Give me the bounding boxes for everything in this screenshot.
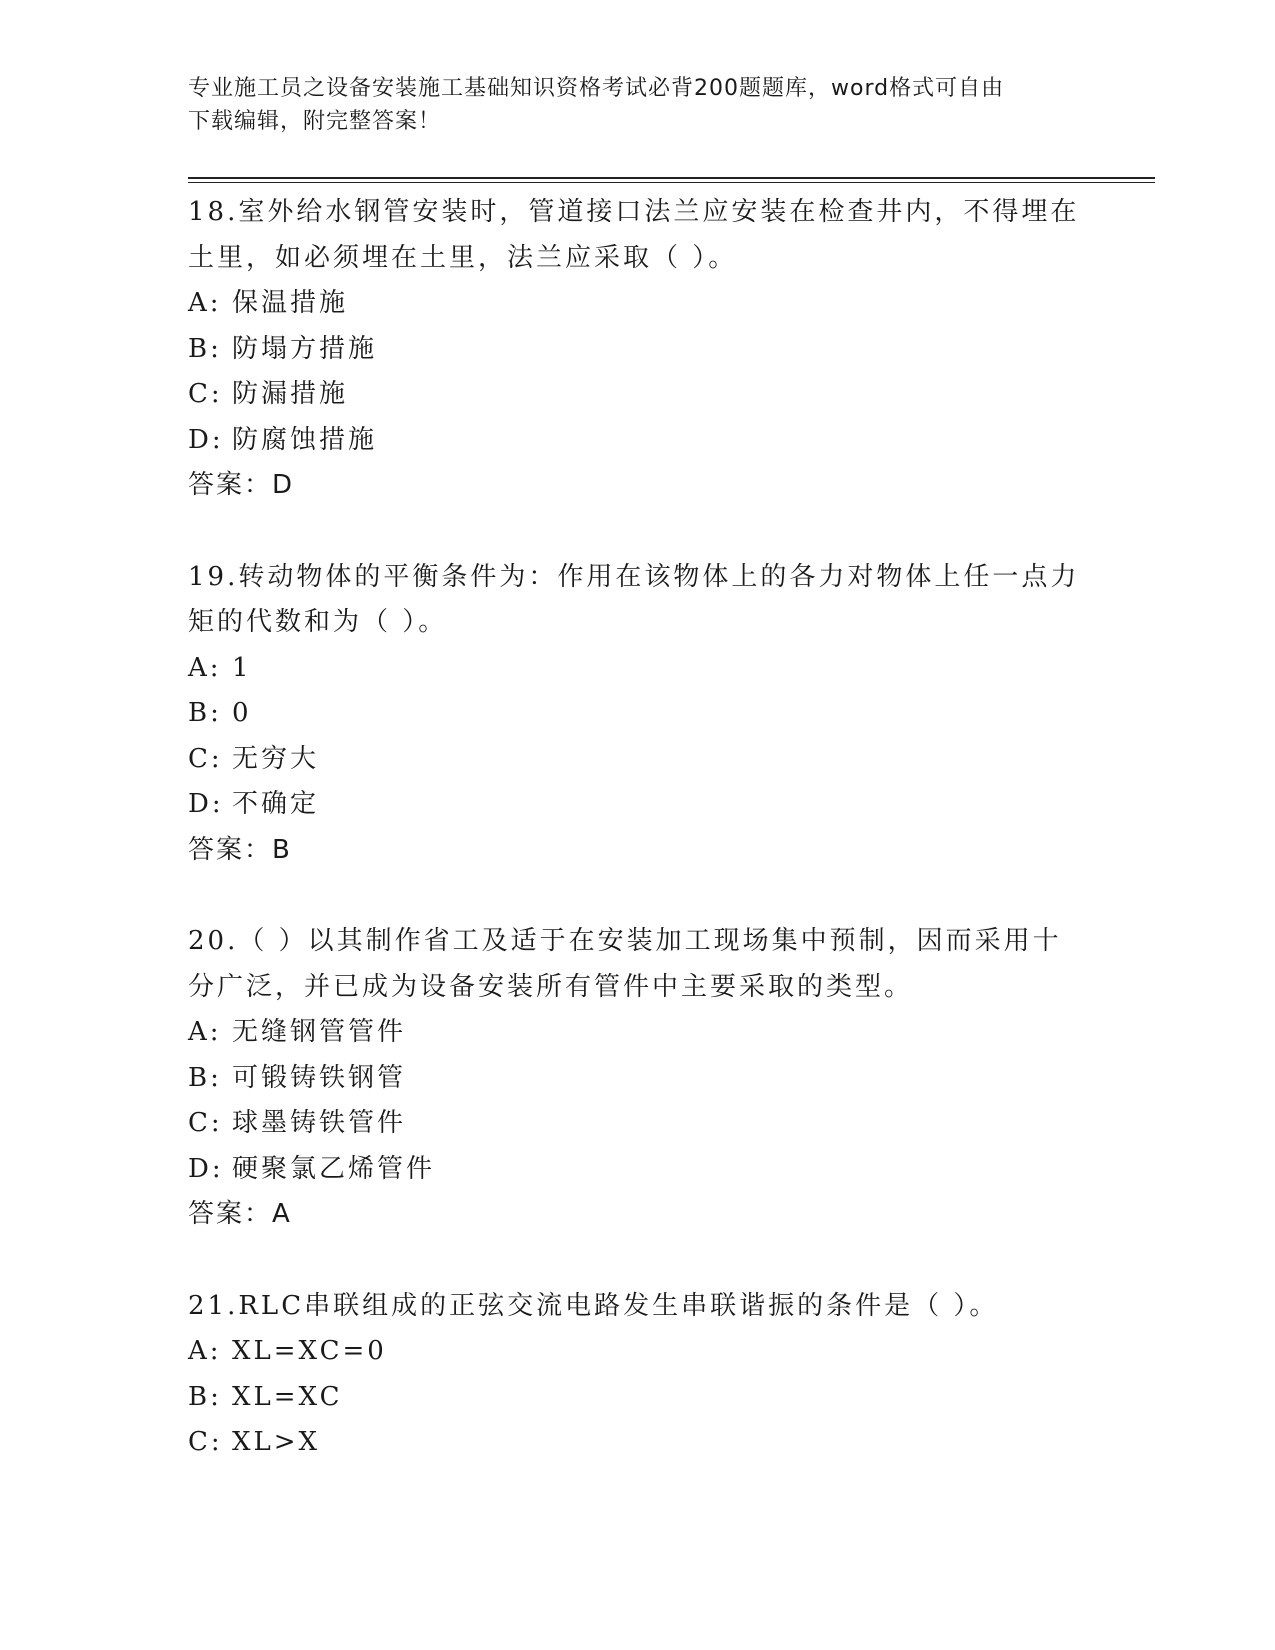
option-c (188, 1101, 1088, 1147)
option-key: A: (188, 288, 222, 318)
option-text: 无穷大 (232, 743, 320, 774)
question-gap (188, 509, 1088, 555)
option-a (188, 646, 1088, 692)
option-text: 不确定 (232, 789, 320, 819)
option-a (188, 1329, 1088, 1375)
option-text: 硬聚氯乙烯管件 (232, 1153, 436, 1184)
option-b (188, 691, 1088, 737)
option-key: A: (188, 1336, 222, 1366)
question-list (188, 190, 1088, 1466)
option-text: 可锻铸铁钢管 (232, 1062, 407, 1093)
option-key: C: (188, 1108, 223, 1138)
option-c (188, 737, 1088, 783)
option-key: B: (188, 1381, 222, 1412)
option-d (188, 1147, 1088, 1193)
question-gap (188, 1238, 1088, 1284)
question-stem-line: 21.RLC串联组成的正弦交流电路发生串联谐振的条件是（ ）。 (188, 1290, 999, 1321)
option-key: C: (188, 743, 223, 774)
question-18 (188, 190, 1088, 509)
option-c (188, 1420, 1088, 1466)
answer-line: 答案：A (188, 1199, 292, 1229)
option-key: C: (188, 379, 223, 409)
question-stem-line: 18.室外给水钢管安装时，管道接口法兰应安装在检查井内，不得埋在 (188, 197, 1080, 227)
option-key: A: (188, 652, 222, 683)
option-d (188, 418, 1088, 464)
option-text: XL=XC (232, 1381, 343, 1412)
option-key: B: (188, 698, 222, 728)
question-19 (188, 555, 1088, 874)
option-key: B: (188, 333, 222, 364)
option-a (188, 281, 1088, 327)
option-text: XL>X (232, 1427, 321, 1457)
question-stem-line: 土里，如必须埋在土里，法兰应采取（ ）。 (188, 242, 738, 273)
option-b (188, 327, 1088, 373)
option-text: 防塌方措施 (232, 333, 378, 364)
option-key: C: (188, 1427, 223, 1457)
question-stem-line: 20.（ ）以其制作省工及适于在安装加工现场集中预制，因而采用十 (188, 926, 1062, 956)
question-21 (188, 1284, 1088, 1466)
header-line-2: 下载编辑，附完整答案！ (188, 109, 442, 134)
question-stem-line: 19.转动物体的平衡条件为：作用在该物体上的各力对物体上任一点力 (188, 561, 1080, 592)
document-header (188, 72, 1088, 138)
option-key: D: (188, 789, 224, 819)
option-text: 防漏措施 (232, 379, 349, 409)
header-line-1: 专业施工员之设备安装施工基础知识资格考试必背200题题库，word格式可自由 (188, 76, 1005, 101)
option-key: D: (188, 1153, 224, 1184)
question-stem-line: 矩的代数和为（ ）。 (188, 607, 448, 637)
question-gap (188, 873, 1088, 919)
option-text: 防腐蚀措施 (232, 424, 378, 455)
option-text: 球墨铸铁管件 (232, 1108, 407, 1138)
option-b (188, 1375, 1088, 1421)
option-a (188, 1010, 1088, 1056)
answer-line: 答案：B (188, 834, 292, 865)
question-stem-line: 分广泛，并已成为设备安装所有管件中主要采取的类型。 (188, 971, 914, 1002)
option-text: XL=XC=0 (232, 1336, 387, 1366)
answer-line: 答案：D (188, 470, 295, 500)
option-key: A: (188, 1017, 222, 1047)
option-key: B: (188, 1062, 222, 1093)
question-20 (188, 919, 1088, 1238)
option-text: 无缝钢管管件 (232, 1017, 407, 1047)
option-c (188, 372, 1088, 418)
header-rule-thin (188, 182, 1155, 183)
option-key: D: (188, 424, 224, 455)
option-text: 0 (232, 698, 252, 728)
header-rule-thick (188, 177, 1155, 179)
option-d (188, 782, 1088, 828)
option-b (188, 1056, 1088, 1102)
option-text: 保温措施 (232, 288, 349, 318)
option-text: 1 (232, 652, 252, 683)
